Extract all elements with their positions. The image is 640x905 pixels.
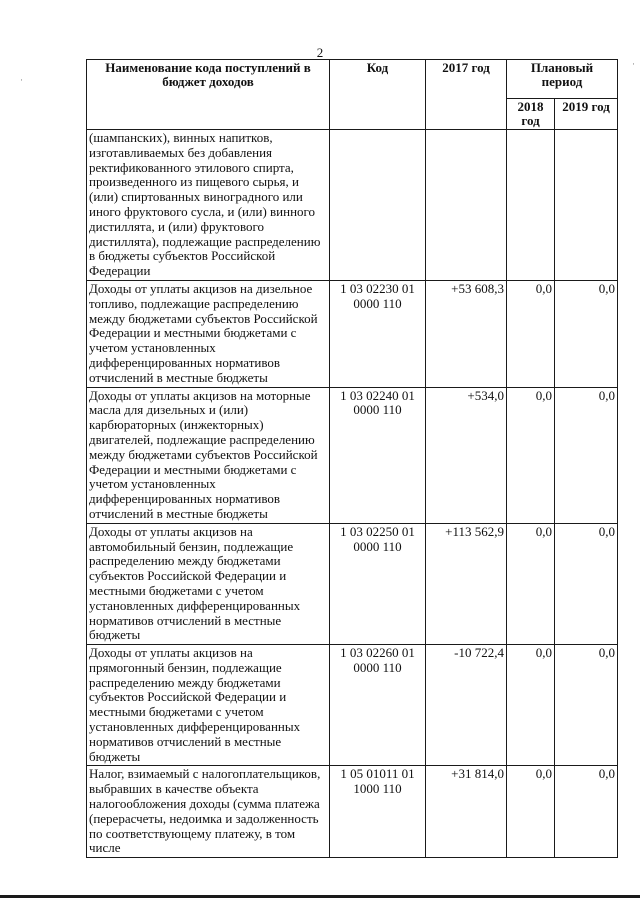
header-code: Код [330, 60, 426, 130]
table-row [87, 387, 618, 523]
row-2019: 0,0 [555, 387, 618, 523]
row-name: Доходы от уплаты акцизов на дизельное топливо, подлежащие распределению между бюджетами субъектов Российской Федерации и местными бюджетами с учетом установленных дифференцированных нормативов отчислений в местные бюджеты [87, 280, 330, 387]
row-2019: 0,0 [555, 523, 618, 644]
table-row [87, 766, 618, 858]
row-2017: -10 722,4 [426, 645, 507, 766]
row-code: 1 05 01011 01 1000 110 [330, 766, 426, 858]
row-2017: +534,0 [426, 387, 507, 523]
row-2019: 0,0 [555, 766, 618, 858]
row-2018: 0,0 [507, 645, 555, 766]
row-2017: +53 608,3 [426, 280, 507, 387]
scan-speck: · [632, 59, 635, 69]
header-2018: 2018 год [507, 99, 555, 130]
row-2018 [507, 130, 555, 281]
table-row [87, 645, 618, 766]
row-2019 [555, 130, 618, 281]
table-row [87, 523, 618, 644]
row-2019: 0,0 [555, 645, 618, 766]
row-code: 1 03 02230 01 0000 110 [330, 280, 426, 387]
header-2019: 2019 год [555, 99, 618, 130]
page-number: 2 [316, 45, 324, 60]
header-name: Наименование кода поступлений в бюджет доходов [87, 60, 330, 130]
row-2017: +31 814,0 [426, 766, 507, 858]
table-row [87, 130, 618, 281]
row-name: Доходы от уплаты акцизов на прямогонный бензин, подлежащие распределению между бюджетами субъектов Российской Федерации и местными бюджетами с учетом установленных дифференцированных нормативов отчислений в местные бюджеты [87, 645, 330, 766]
row-2018: 0,0 [507, 387, 555, 523]
row-2019: 0,0 [555, 280, 618, 387]
row-2018: 0,0 [507, 523, 555, 644]
row-code: 1 03 02240 01 0000 110 [330, 387, 426, 523]
row-code: 1 03 02250 01 0000 110 [330, 523, 426, 644]
row-code [330, 130, 426, 281]
scan-edge-line [0, 895, 640, 898]
row-code: 1 03 02260 01 0000 110 [330, 645, 426, 766]
row-2018: 0,0 [507, 766, 555, 858]
row-name: (шампанских), винных напитков, изготавливаемых без добавления ректификованного этилового спирта, произведенного из пищевого сырья, и (или) спиртованных виноградного или иного фруктового сусла, и (или) винного дистиллята, и (или) фруктового дистиллята), подлежащие распределению в бюджеты субъектов Российской Федерации [87, 130, 330, 281]
scan-speck: · [20, 75, 23, 85]
row-2017: +113 562,9 [426, 523, 507, 644]
header-2017: 2017 год [426, 60, 507, 130]
table-header-row [87, 60, 618, 99]
row-name: Доходы от уплаты акцизов на моторные масла для дизельных и (или) карбюраторных (инжекторных) двигателей, подлежащие распределению между бюджетами субъектов Российской Федерации и местными бюджетами с учетом установленных дифференцированных нормативов отчислений в местные бюджеты [87, 387, 330, 523]
table-row [87, 280, 618, 387]
revenue-table [86, 59, 618, 858]
row-name: Налог, взимаемый с налогоплательщиков, выбравших в качестве объекта налогообложения доходы (сумма платежа (перерасчеты, недоимка и задолженность по соответствующему платежу, в том числе [87, 766, 330, 858]
row-2018: 0,0 [507, 280, 555, 387]
header-planned-period: Плановый период [507, 60, 618, 99]
row-name: Доходы от уплаты акцизов на автомобильный бензин, подлежащие распределению между бюджетами субъектов Российской Федерации и местными бюджетами с учетом установленных дифференцированных нормативов отчислений в местные бюджеты [87, 523, 330, 644]
row-2017 [426, 130, 507, 281]
